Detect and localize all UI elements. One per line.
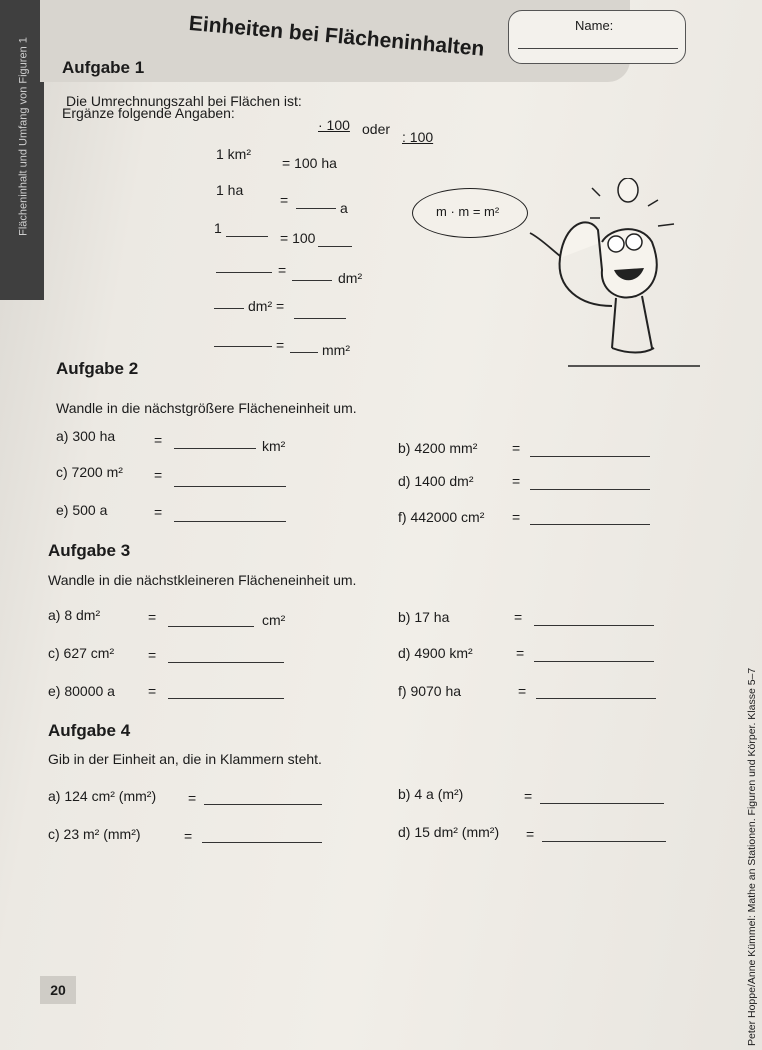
task2-e-blank[interactable]	[174, 521, 286, 522]
task4-d-blank[interactable]	[542, 841, 666, 842]
task4-c-blank[interactable]	[202, 842, 322, 843]
task3-c-eq: =	[148, 647, 157, 663]
task3-b: b) 17 ha	[398, 609, 450, 625]
name-label: Name:	[575, 18, 614, 33]
task1-r3-right: = 100	[280, 230, 316, 246]
task2-d: d) 1400 dm²	[398, 473, 474, 489]
task1-instruction: Ergänze folgende Angaben:	[62, 105, 235, 121]
task2-c-blank[interactable]	[174, 486, 286, 487]
task3-e-blank[interactable]	[168, 698, 284, 699]
task1-r4-eq: =	[278, 262, 287, 278]
task1-or: oder	[362, 121, 391, 137]
page-title: Einheiten bei Flächeninhalten	[187, 12, 486, 61]
chapter-label: Flächeninhalt und Umfang von Figuren 1	[17, 37, 30, 236]
task3-f-blank[interactable]	[536, 698, 656, 699]
task1-r6-blank2[interactable]	[290, 352, 318, 353]
task3-b-blank[interactable]	[534, 625, 654, 626]
task2-a-eq: =	[154, 432, 163, 448]
task1-r2-blank[interactable]	[296, 208, 336, 209]
task4-a-blank[interactable]	[204, 804, 322, 805]
task1-factor-div: : 100	[402, 129, 434, 145]
task3-heading: Aufgabe 3	[48, 541, 131, 560]
task4-b-blank[interactable]	[540, 803, 664, 804]
chapter-bar	[0, 0, 44, 300]
task2-f: f) 442000 cm²	[398, 509, 485, 525]
task2-b-eq: =	[512, 440, 521, 456]
task3-b-eq: =	[514, 609, 523, 625]
lightbulb-icon	[618, 178, 638, 202]
task1-r4-blank1[interactable]	[216, 272, 272, 273]
task3-f: f) 9070 ha	[398, 683, 462, 699]
task3-a: a) 8 dm²	[48, 607, 101, 623]
task4-heading: Aufgabe 4	[48, 721, 131, 740]
task2-d-blank[interactable]	[530, 489, 650, 490]
task2-heading: Aufgabe 2	[56, 359, 139, 378]
task2-a-blank[interactable]	[174, 448, 256, 449]
task1-r6-unit: mm²	[322, 342, 350, 358]
task4-d-eq: =	[526, 826, 535, 842]
task3-d-eq: =	[516, 645, 525, 661]
task1-r4-blank2[interactable]	[292, 280, 332, 281]
task1-r1-right: = 100 ha	[282, 155, 337, 171]
task1-r5-left: dm² =	[248, 298, 285, 314]
task4-c-eq: =	[184, 828, 193, 844]
task1-r3-blank1[interactable]	[226, 236, 268, 237]
task4-d: d) 15 dm² (mm²)	[398, 824, 500, 840]
task2-a-unit: km²	[262, 438, 286, 454]
task4-b-eq: =	[524, 788, 533, 804]
task1-heading: Aufgabe 1	[62, 58, 145, 77]
task3-f-eq: =	[518, 683, 527, 699]
task1-r5-blank2[interactable]	[294, 318, 346, 319]
bubble-text: m · m = m²	[436, 204, 500, 219]
task1-r2-left: 1 ha	[216, 182, 244, 198]
task4-instruction: Gib in der Einheit an, die in Klammern steht.	[48, 751, 322, 767]
task1-r4-unit: dm²	[338, 270, 363, 286]
page-number: 20	[40, 976, 76, 1004]
task1-r5-blank1[interactable]	[214, 308, 244, 309]
task3-c-blank[interactable]	[168, 662, 284, 663]
task1-r6-blank1[interactable]	[214, 346, 272, 347]
task3-instruction: Wandle in die nächstkleineren Flächeneinheit um.	[48, 572, 357, 588]
name-line[interactable]	[518, 48, 678, 49]
task3-d-blank[interactable]	[534, 661, 654, 662]
task1-r3-left: 1	[214, 220, 222, 236]
task3-d: d) 4900 km²	[398, 645, 473, 661]
task1-r2-eq: =	[280, 192, 289, 208]
task2-c: c) 7200 m²	[56, 464, 123, 480]
task3-e-eq: =	[148, 683, 157, 699]
task1-r3-blank2[interactable]	[318, 246, 352, 247]
task2-c-eq: =	[154, 467, 163, 483]
task4-c: c) 23 m² (mm²)	[48, 826, 141, 842]
task2-e-eq: =	[154, 504, 163, 520]
task3-e: e) 80000 a	[48, 683, 115, 699]
task1-r6-eq: =	[276, 337, 285, 353]
task2-b: b) 4200 mm²	[398, 440, 478, 456]
task2-b-blank[interactable]	[530, 456, 650, 457]
task3-a-blank[interactable]	[168, 626, 254, 627]
task1-r1-left: 1 km²	[216, 146, 251, 162]
task2-d-eq: =	[512, 473, 521, 489]
task2-instruction: Wandle in die nächstgrößere Flächeneinheit um.	[56, 400, 357, 416]
task2-e: e) 500 a	[56, 502, 108, 518]
cartoon-figure	[520, 178, 700, 378]
task2-a: a) 300 ha	[56, 428, 116, 444]
task3-c: c) 627 cm²	[48, 645, 115, 661]
task3-a-eq: =	[148, 609, 157, 625]
task1-intro: Die Umrechnungszahl bei Flächen ist:	[66, 93, 302, 109]
task1-factor-mul: · 100	[318, 117, 350, 133]
task4-a: a) 124 cm² (mm²)	[48, 788, 157, 804]
publisher-credit: Peter Hoppe/Anne Kümmel: Mathe an Stationen. Figuren und Körper. Klasse 5–7	[746, 667, 758, 1046]
task4-b: b) 4 a (m²)	[398, 786, 464, 802]
task2-f-eq: =	[512, 509, 521, 525]
task2-f-blank[interactable]	[530, 524, 650, 525]
task1-r2-unit: a	[340, 200, 348, 216]
task4-a-eq: =	[188, 790, 197, 806]
task3-a-unit: cm²	[262, 612, 286, 628]
